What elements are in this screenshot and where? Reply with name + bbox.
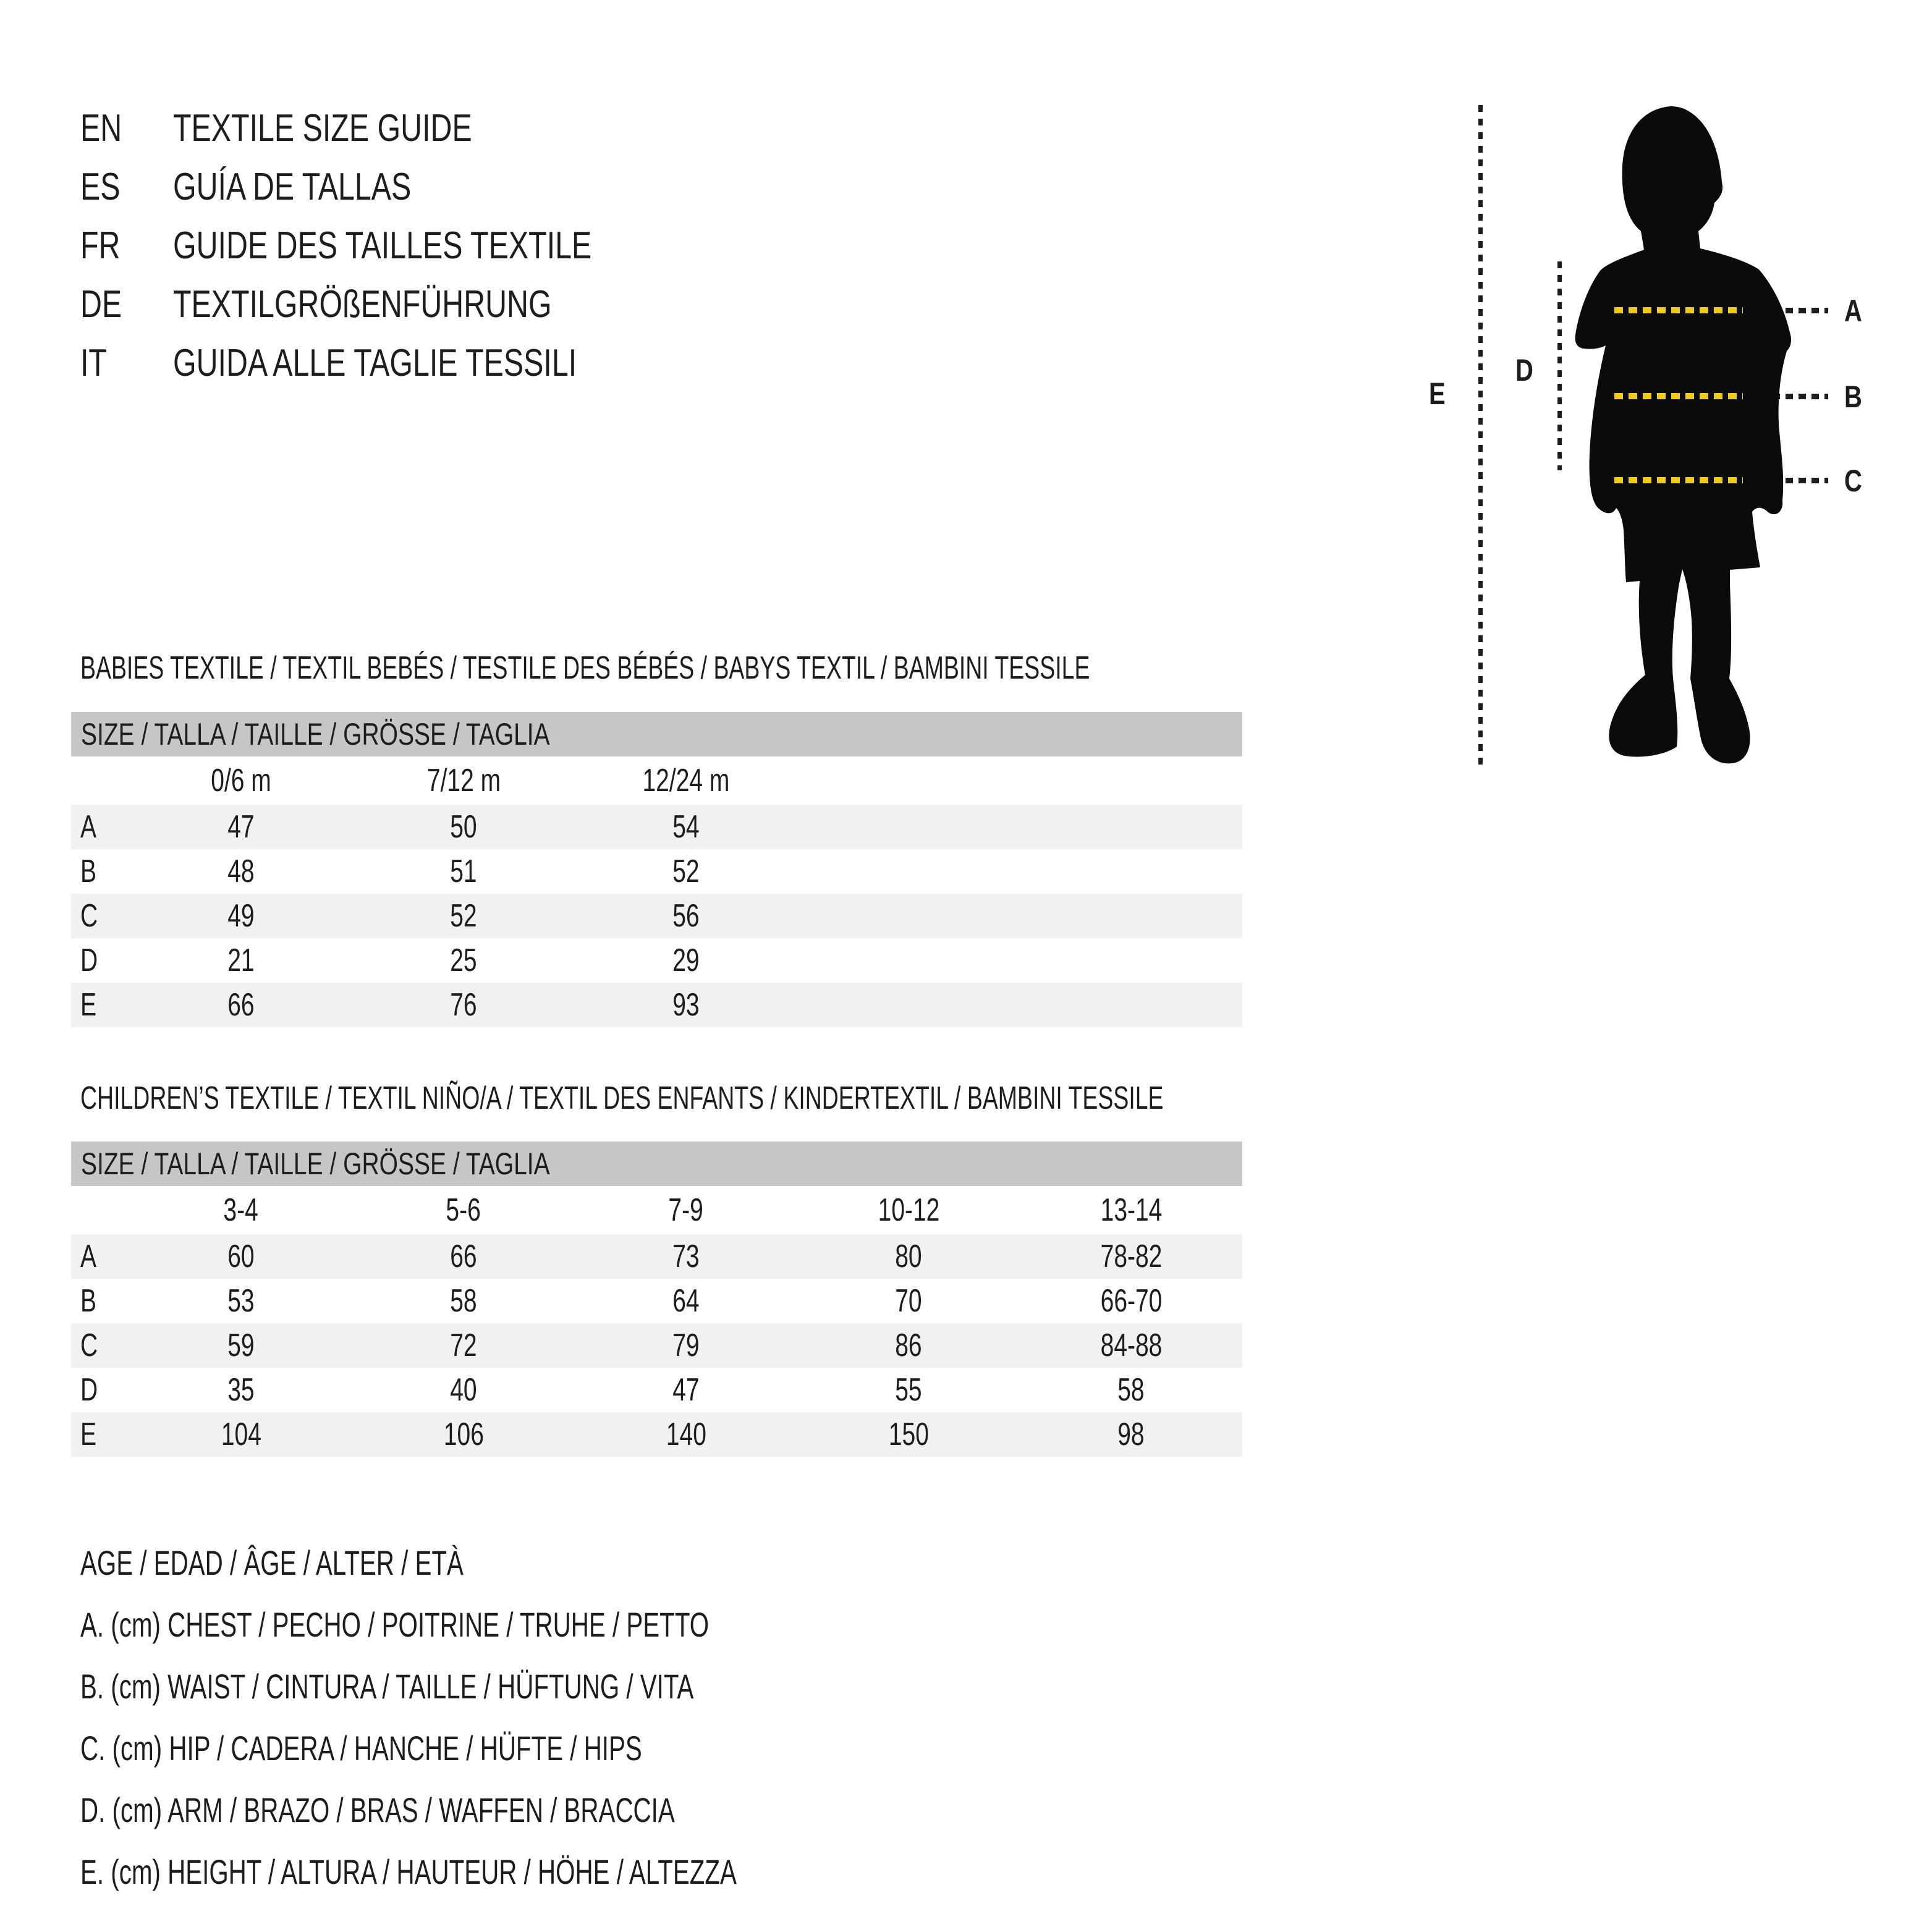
language-row (80, 99, 710, 158)
hip-line-yellow (1614, 477, 1743, 483)
value-cell (130, 942, 352, 979)
language-title-list (80, 99, 710, 392)
value-cell-text: 72 (450, 1328, 477, 1363)
size-column-header (130, 762, 352, 799)
value-cell (575, 808, 797, 845)
waist-label: B (1844, 379, 1862, 414)
table-row (71, 805, 1242, 849)
language-code (80, 224, 173, 268)
row-letter (71, 1282, 130, 1320)
table-row (71, 894, 1242, 938)
babies-size-table (71, 712, 1242, 1027)
value-cell (1020, 1416, 1242, 1453)
language-code (80, 165, 173, 209)
value-cell (797, 1416, 1020, 1453)
size-column-header-text: 3-4 (223, 1192, 259, 1228)
value-cell-text: 150 (888, 1417, 929, 1452)
legend-row-text: A. (cm) CHEST / PECHO / POITRINE / TRUHE / PETTO (80, 1604, 710, 1644)
babies-section-title: BABIES TEXTILE / TEXTIL BEBÉS / TESTILE DES BÉBÉS / BABYS TEXTIL / BAMBINI TESSILE (80, 650, 1090, 686)
table-row (71, 849, 1242, 894)
legend-row (80, 1593, 992, 1655)
value-cell (1020, 1238, 1242, 1275)
value-cell (352, 1238, 575, 1275)
value-cell-text: 25 (450, 943, 477, 978)
value-cell-text: 35 (227, 1372, 255, 1408)
value-cell (797, 1282, 1020, 1320)
value-cell-text: 140 (666, 1417, 706, 1452)
language-row (80, 158, 710, 216)
value-cell (130, 897, 352, 934)
value-cell (575, 1238, 797, 1275)
value-cell (130, 808, 352, 845)
row-letter (71, 1416, 130, 1453)
table-row (71, 1323, 1242, 1368)
value-cell-text: 48 (227, 854, 255, 889)
value-cell (575, 942, 797, 979)
value-cell-text: 59 (227, 1328, 255, 1363)
value-cell (1020, 1371, 1242, 1409)
measurement-legend (80, 1532, 992, 1902)
row-letter (71, 808, 130, 845)
value-cell (130, 1371, 352, 1409)
row-letter (71, 1371, 130, 1409)
row-letter (71, 853, 130, 890)
value-cell (575, 1416, 797, 1453)
legend-row (80, 1717, 992, 1779)
value-cell (352, 808, 575, 845)
language-code-text: EN (80, 107, 122, 150)
language-code (80, 106, 173, 150)
value-cell-text: 50 (450, 809, 477, 845)
chest-label: A (1844, 294, 1862, 328)
legend-row-text: B. (cm) WAIST / CINTURA / TAILLE / HÜFTUNG / VITA (80, 1666, 694, 1706)
value-cell-text: 70 (895, 1283, 922, 1319)
children-table-header-bar (71, 1142, 1242, 1186)
size-column-header-text: 10-12 (878, 1192, 939, 1228)
row-letter-text: B (80, 1283, 97, 1319)
value-cell (797, 1238, 1020, 1275)
children-table-rows (71, 1186, 1242, 1457)
value-cell (575, 986, 797, 1023)
waist-line-yellow (1614, 393, 1743, 399)
value-cell-text: 52 (450, 898, 477, 934)
value-cell-text: 47 (672, 1372, 700, 1408)
size-column-header (797, 1192, 1020, 1229)
value-cell (1020, 1327, 1242, 1364)
value-cell (130, 1416, 352, 1453)
value-cell (352, 1416, 575, 1453)
value-cell (352, 1371, 575, 1409)
value-cell-text: 58 (1117, 1372, 1145, 1408)
language-row (80, 216, 710, 275)
value-cell-text: 40 (450, 1372, 477, 1408)
language-title (173, 341, 690, 385)
language-code-text: FR (80, 224, 121, 267)
row-letter-text: C (80, 898, 98, 934)
legend-row (80, 1841, 992, 1902)
language-title (173, 106, 556, 150)
value-cell (1020, 1282, 1242, 1320)
language-title-text: TEXTILE SIZE GUIDE (173, 107, 472, 150)
value-cell (130, 1238, 352, 1275)
value-cell-text: 56 (672, 898, 700, 934)
legend-row-text: C. (cm) HIP / CADERA / HANCHE / HÜFTE / HIPS (80, 1728, 642, 1768)
value-cell-text: 93 (672, 987, 700, 1023)
row-letter (71, 986, 130, 1023)
size-column-header-text: 13-14 (1100, 1192, 1162, 1228)
size-column-header-text: 0/6 m (211, 763, 271, 799)
value-cell (130, 1282, 352, 1320)
legend-row (80, 1779, 992, 1841)
value-cell (130, 986, 352, 1023)
value-cell-text: 21 (227, 943, 255, 978)
value-cell-text: 66 (227, 987, 255, 1023)
size-column-header-text: 7-9 (668, 1192, 704, 1228)
value-cell (797, 1327, 1020, 1364)
legend-row (80, 1655, 992, 1717)
row-letter-text: C (80, 1328, 98, 1363)
value-cell (352, 986, 575, 1023)
value-cell-text: 49 (227, 898, 255, 934)
value-cell-text: 78-82 (1100, 1239, 1162, 1274)
value-cell-text: 66 (450, 1239, 477, 1274)
row-letter-text: D (80, 943, 98, 978)
value-cell-text: 104 (221, 1417, 261, 1452)
babies-table-rows (71, 756, 1242, 1027)
language-code-text: ES (80, 166, 121, 208)
value-cell-text: 98 (1117, 1417, 1145, 1452)
row-letter-text: A (80, 809, 97, 845)
language-title-text: GUÍA DE TALLAS (173, 166, 412, 208)
row-letter (71, 897, 130, 934)
legend-row-text: E. (cm) HEIGHT / ALTURA / HAUTEUR / HÖHE / ALTEZZA (80, 1852, 737, 1891)
value-cell (352, 1327, 575, 1364)
child-silhouette (1573, 104, 1797, 771)
language-code-text: IT (80, 342, 107, 384)
table-row (71, 1234, 1242, 1279)
value-cell-text: 52 (672, 854, 700, 889)
row-letter (71, 1238, 130, 1275)
language-title-text: GUIDA ALLE TAGLIE TESSILI (173, 342, 577, 384)
value-cell-text: 53 (227, 1283, 255, 1319)
table-row (71, 1279, 1242, 1323)
size-column-header (352, 1192, 575, 1229)
value-cell-text: 60 (227, 1239, 255, 1274)
chest-line-yellow (1614, 307, 1743, 313)
value-cell (130, 853, 352, 890)
row-letter-text: B (80, 854, 97, 889)
row-letter (71, 942, 130, 979)
size-header-row (71, 1186, 1242, 1234)
value-cell (352, 942, 575, 979)
row-letter-text: E (80, 1417, 97, 1452)
language-code-text: DE (80, 283, 122, 326)
height-label: E (1429, 376, 1446, 411)
value-cell (575, 897, 797, 934)
babies-table-header-label: SIZE / TALLA / TAILLE / GRÖSSE / TAGLIA (81, 717, 550, 752)
legend-row (80, 1532, 992, 1593)
arm-label: D (1515, 353, 1533, 388)
language-row (80, 334, 710, 392)
value-cell-text: 64 (672, 1283, 700, 1319)
language-title-text: GUIDE DES TAILLES TEXTILE (173, 224, 592, 267)
language-title (173, 224, 710, 268)
legend-row-text: AGE / EDAD / ÂGE / ALTER / ETÀ (80, 1543, 464, 1582)
value-cell (352, 897, 575, 934)
children-size-table (71, 1142, 1242, 1457)
table-row (71, 938, 1242, 983)
legend-row-text: D. (cm) ARM / BRAZO / BRAS / WAFFEN / BRACCIA (80, 1790, 675, 1829)
arm-measure-dotted-line (1557, 261, 1562, 470)
value-cell-text: 79 (672, 1328, 700, 1363)
value-cell-text: 29 (672, 943, 700, 978)
value-cell-text: 51 (450, 854, 477, 889)
language-title-text: TEXTILGRÖßENFÜHRUNG (173, 283, 552, 326)
value-cell-text: 106 (443, 1417, 484, 1452)
value-cell-text: 66-70 (1100, 1283, 1162, 1319)
language-row (80, 275, 710, 334)
value-cell (352, 1282, 575, 1320)
value-cell (575, 1371, 797, 1409)
table-row (71, 983, 1242, 1027)
table-row (71, 1368, 1242, 1412)
size-column-header (130, 1192, 352, 1229)
value-cell-text: 58 (450, 1283, 477, 1319)
table-row (71, 1412, 1242, 1457)
value-cell-text: 73 (672, 1239, 700, 1274)
value-cell (575, 853, 797, 890)
language-code (80, 341, 173, 385)
size-column-header (575, 762, 797, 799)
value-cell-text: 55 (895, 1372, 922, 1408)
language-code (80, 282, 173, 326)
value-cell (797, 1371, 1020, 1409)
row-letter-text: D (80, 1372, 98, 1408)
size-column-header-text: 7/12 m (426, 763, 501, 799)
hip-label: C (1844, 464, 1862, 498)
value-cell (575, 1282, 797, 1320)
children-table-header-label: SIZE / TALLA / TAILLE / GRÖSSE / TAGLIA (81, 1146, 550, 1181)
children-section-title: CHILDREN’S TEXTILE / TEXTIL NIÑO/A / TEXTIL DES ENFANTS / KINDERTEXTIL / BAMBINI TESSILE (80, 1080, 1164, 1116)
value-cell-text: 84-88 (1100, 1328, 1162, 1363)
language-title (173, 165, 478, 209)
value-cell (130, 1327, 352, 1364)
value-cell-text: 47 (227, 809, 255, 845)
size-column-header (575, 1192, 797, 1229)
size-header-row (71, 756, 1242, 805)
row-letter-text: E (80, 987, 97, 1023)
value-cell (575, 1327, 797, 1364)
value-cell (352, 853, 575, 890)
row-letter-text: A (80, 1239, 97, 1274)
size-column-header (352, 762, 575, 799)
babies-table-header-bar (71, 712, 1242, 756)
size-column-header-text: 12/24 m (642, 763, 730, 799)
size-column-header (1020, 1192, 1242, 1229)
size-column-header-text: 5-6 (446, 1192, 481, 1228)
value-cell-text: 76 (450, 987, 477, 1023)
value-cell-text: 54 (672, 809, 700, 845)
value-cell-text: 80 (895, 1239, 922, 1274)
value-cell-text: 86 (895, 1328, 922, 1363)
language-title (173, 282, 658, 326)
row-letter (71, 1327, 130, 1364)
